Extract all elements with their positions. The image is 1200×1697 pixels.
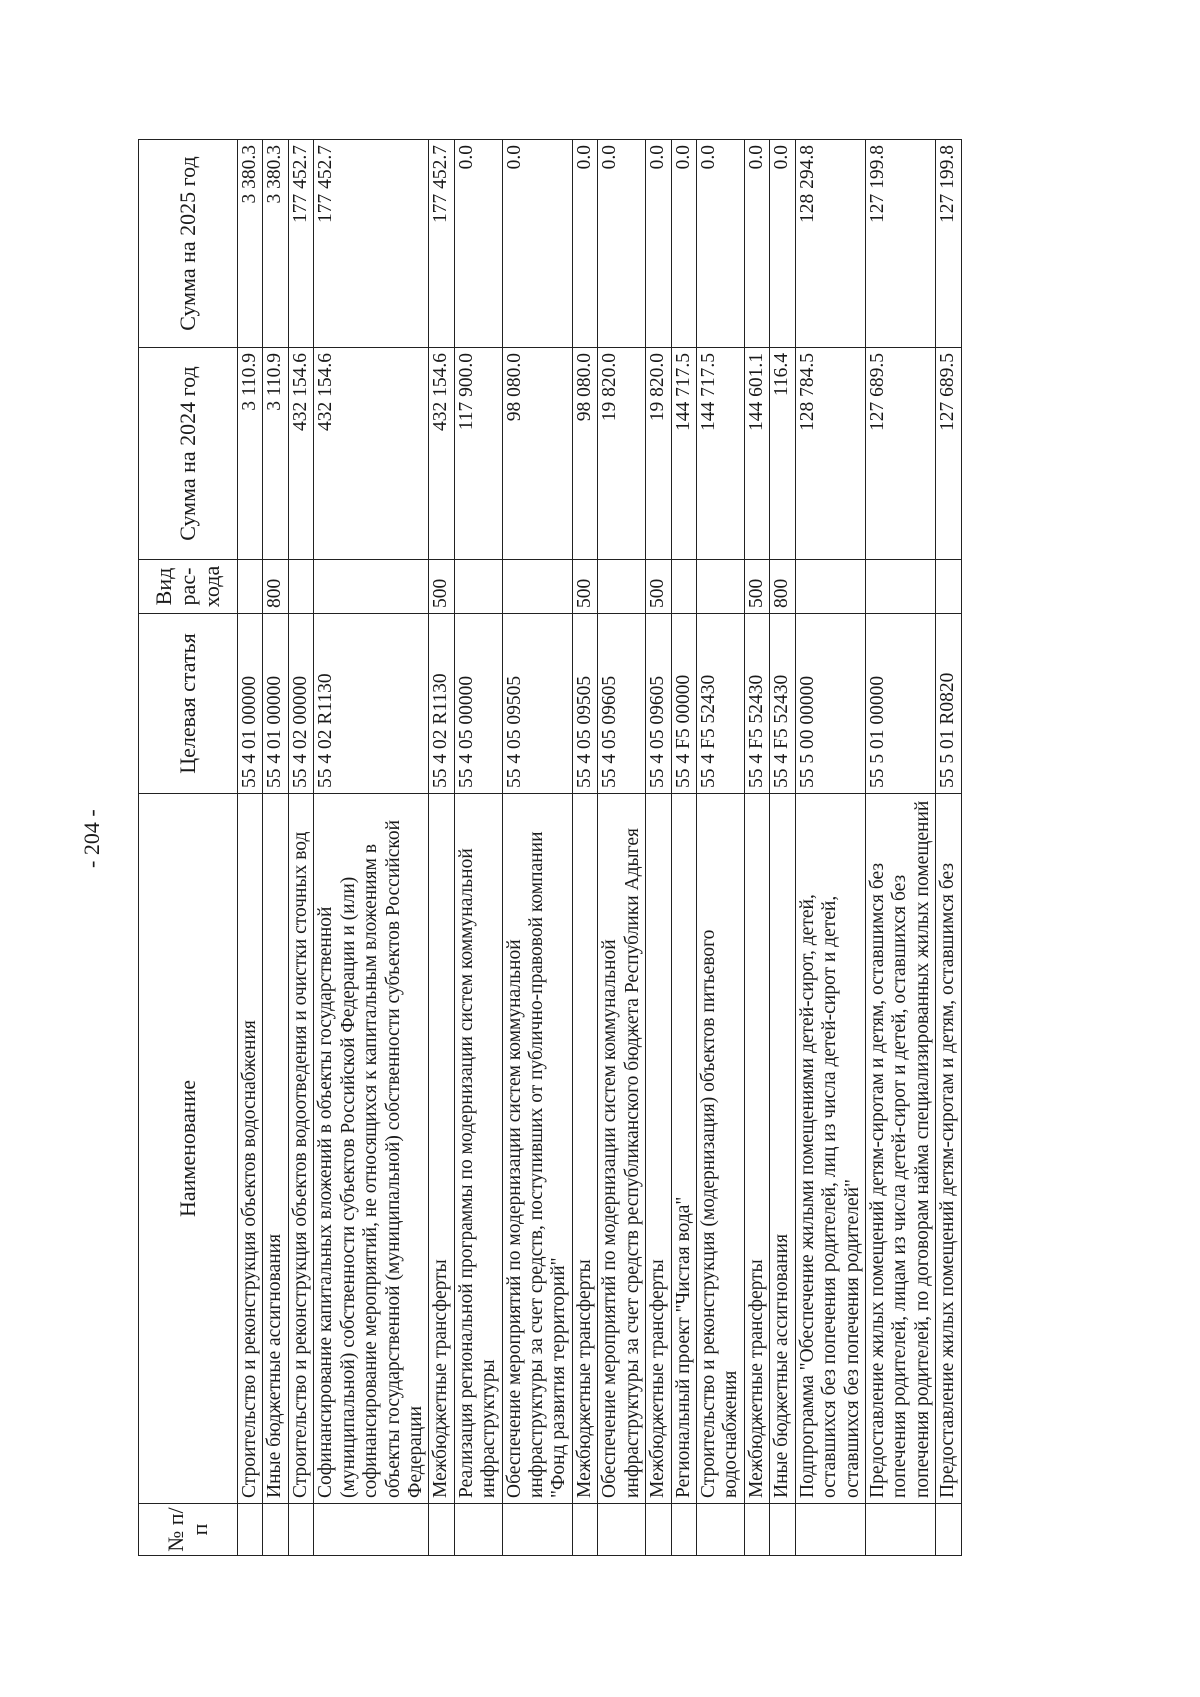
row-num [697,1504,745,1556]
row-code: 55 4 01 00000 [238,614,263,794]
row-sum-2024: 116.4 [770,348,795,560]
row-sum-2025: 128 294.8 [795,140,865,348]
row-code: 55 5 00 00000 [795,614,865,794]
row-kind [795,560,865,614]
row-sum-2025: 0.0 [598,140,646,348]
row-name: Предоставление жилых помещений детям-сиротам и детям, оставшимся без попечения родителей, лицам из числа детей-сирот и детей, оставшихся без попечения родителей, по договорам найма специализированных жилых помещений [865,794,935,1504]
row-name: Иные бюджетные ассигнования [263,794,288,1504]
row-sum-2025: 3 380.3 [263,140,288,348]
row-num [598,1504,646,1556]
row-kind [865,560,935,614]
row-name: Обеспечение мероприятий по модернизации систем коммунальной инфраструктуры за счет средств, поступивших от публично-правовой компании "Фонд развития территорий" [502,794,572,1504]
row-name: Региональный проект "Чистая вода" [671,794,696,1504]
table-row [795,140,865,1556]
row-code: 55 4 F5 52430 [744,614,769,794]
row-name: Обеспечение мероприятий по модернизации систем коммунальной инфраструктуры за счет средств республиканского бюджета Республики Адыгея [598,794,646,1504]
header-name: Наименование [139,794,238,1504]
row-name: Реализация региональной программы по модернизации систем коммунальной инфраструктуры [454,794,502,1504]
table-row [502,140,572,1556]
table-row [454,140,502,1556]
row-sum-2025: 3 380.3 [238,140,263,348]
table-row [646,140,671,1556]
row-num [429,1504,454,1556]
row-sum-2025: 0.0 [770,140,795,348]
header-sum-2024: Сумма на 2024 год [139,348,238,560]
row-name: Предоставление жилых помещений детям-сиротам и детям, оставшимся без [936,794,961,1504]
row-sum-2025: 177 452.7 [314,140,429,348]
page-number: - 204 - [79,809,104,868]
row-name: Строительство и реконструкция объектов водоотведения и очистки сточных вод [288,794,313,1504]
row-name: Иные бюджетные ассигнования [770,794,795,1504]
rotated-table-wrapper [138,140,1058,1556]
row-sum-2025: 177 452.7 [288,140,313,348]
row-num [502,1504,572,1556]
row-sum-2024: 144 717.5 [697,348,745,560]
row-sum-2024: 127 689.5 [936,348,961,560]
row-sum-2024: 3 110.9 [263,348,288,560]
row-kind [671,560,696,614]
row-sum-2025: 0.0 [646,140,671,348]
row-code: 55 4 01 00000 [263,614,288,794]
row-name: Межбюджетные трансферты [572,794,597,1504]
row-name: Строительство и реконструкция (модернизация) объектов питьевого водоснабжения [697,794,745,1504]
table-row [697,140,745,1556]
row-code: 55 4 02 R1130 [314,614,429,794]
row-sum-2024: 432 154.6 [314,348,429,560]
row-sum-2025: 0.0 [572,140,597,348]
row-sum-2024: 98 080.0 [572,348,597,560]
table-row [572,140,597,1556]
row-num [263,1504,288,1556]
row-num [671,1504,696,1556]
row-num [865,1504,935,1556]
row-sum-2024: 98 080.0 [502,348,572,560]
row-num [770,1504,795,1556]
table-row [288,140,313,1556]
table-row [744,140,769,1556]
row-name: Межбюджетные трансферты [744,794,769,1504]
row-sum-2024: 117 900.0 [454,348,502,560]
row-code: 55 4 F5 52430 [770,614,795,794]
row-code: 55 4 05 00000 [454,614,502,794]
row-code: 55 5 01 R0820 [936,614,961,794]
row-kind: 500 [572,560,597,614]
row-sum-2025: 0.0 [454,140,502,348]
row-kind [238,560,263,614]
row-sum-2024: 19 820.0 [646,348,671,560]
table-row [429,140,454,1556]
row-code: 55 4 02 R1130 [429,614,454,794]
row-sum-2024: 19 820.0 [598,348,646,560]
row-kind [598,560,646,614]
row-num [314,1504,429,1556]
table-row [671,140,696,1556]
table-row [770,140,795,1556]
row-kind [697,560,745,614]
row-sum-2024: 144 717.5 [671,348,696,560]
table-row [598,140,646,1556]
budget-table [138,139,962,1556]
row-kind [502,560,572,614]
row-num [936,1504,961,1556]
row-kind: 800 [770,560,795,614]
row-name: Подпрограмма "Обеспечение жилыми помещениями детей-сирот, детей, оставшихся без попечения родителей, лиц из числа детей-сирот и детей, оставшихся без попечения родителей" [795,794,865,1504]
header-code: Целевая статья [139,614,238,794]
table-row [238,140,263,1556]
row-num [795,1504,865,1556]
row-sum-2025: 127 199.8 [936,140,961,348]
header-num: № п/п [139,1504,238,1556]
row-kind [288,560,313,614]
row-name: Межбюджетные трансферты [646,794,671,1504]
row-name: Софинансирование капитальных вложений в объекты государственной (муниципальной) собственности субъектов Российской Федерации и (или) софинансирование мероприятий, не относящихся к капитальным вложениям в объекты государственной (муниципальной) собственности субъектов Российской Федерации [314,794,429,1504]
row-sum-2025: 0.0 [671,140,696,348]
header-sum-2025: Сумма на 2025 год [139,140,238,348]
row-code: 55 4 05 09505 [502,614,572,794]
row-kind: 800 [263,560,288,614]
row-code: 55 4 F5 52430 [697,614,745,794]
row-num [744,1504,769,1556]
row-sum-2025: 127 199.8 [865,140,935,348]
row-sum-2024: 3 110.9 [238,348,263,560]
row-name: Строительство и реконструкция объектов водоснабжения [238,794,263,1504]
row-code: 55 4 05 09605 [598,614,646,794]
header-kind: Вид рас-хода [139,560,238,614]
row-kind: 500 [744,560,769,614]
row-sum-2024: 127 689.5 [865,348,935,560]
row-sum-2024: 128 784.5 [795,348,865,560]
row-kind: 500 [646,560,671,614]
row-sum-2024: 432 154.6 [288,348,313,560]
row-code: 55 4 F5 00000 [671,614,696,794]
row-kind [314,560,429,614]
row-kind [454,560,502,614]
table-row [263,140,288,1556]
table-header-row [139,140,238,1556]
row-kind: 500 [429,560,454,614]
row-sum-2025: 0.0 [744,140,769,348]
row-num [454,1504,502,1556]
row-kind [936,560,961,614]
row-sum-2025: 177 452.7 [429,140,454,348]
row-sum-2025: 0.0 [502,140,572,348]
table-row [936,140,961,1556]
row-sum-2024: 432 154.6 [429,348,454,560]
row-name: Межбюджетные трансферты [429,794,454,1504]
row-num [572,1504,597,1556]
row-num [238,1504,263,1556]
row-code: 55 4 02 00000 [288,614,313,794]
row-sum-2024: 144 601.1 [744,348,769,560]
table-row [314,140,429,1556]
row-num [646,1504,671,1556]
table-row [865,140,935,1556]
row-num [288,1504,313,1556]
row-code: 55 5 01 00000 [865,614,935,794]
row-code: 55 4 05 09605 [646,614,671,794]
row-code: 55 4 05 09505 [572,614,597,794]
row-sum-2025: 0.0 [697,140,745,348]
